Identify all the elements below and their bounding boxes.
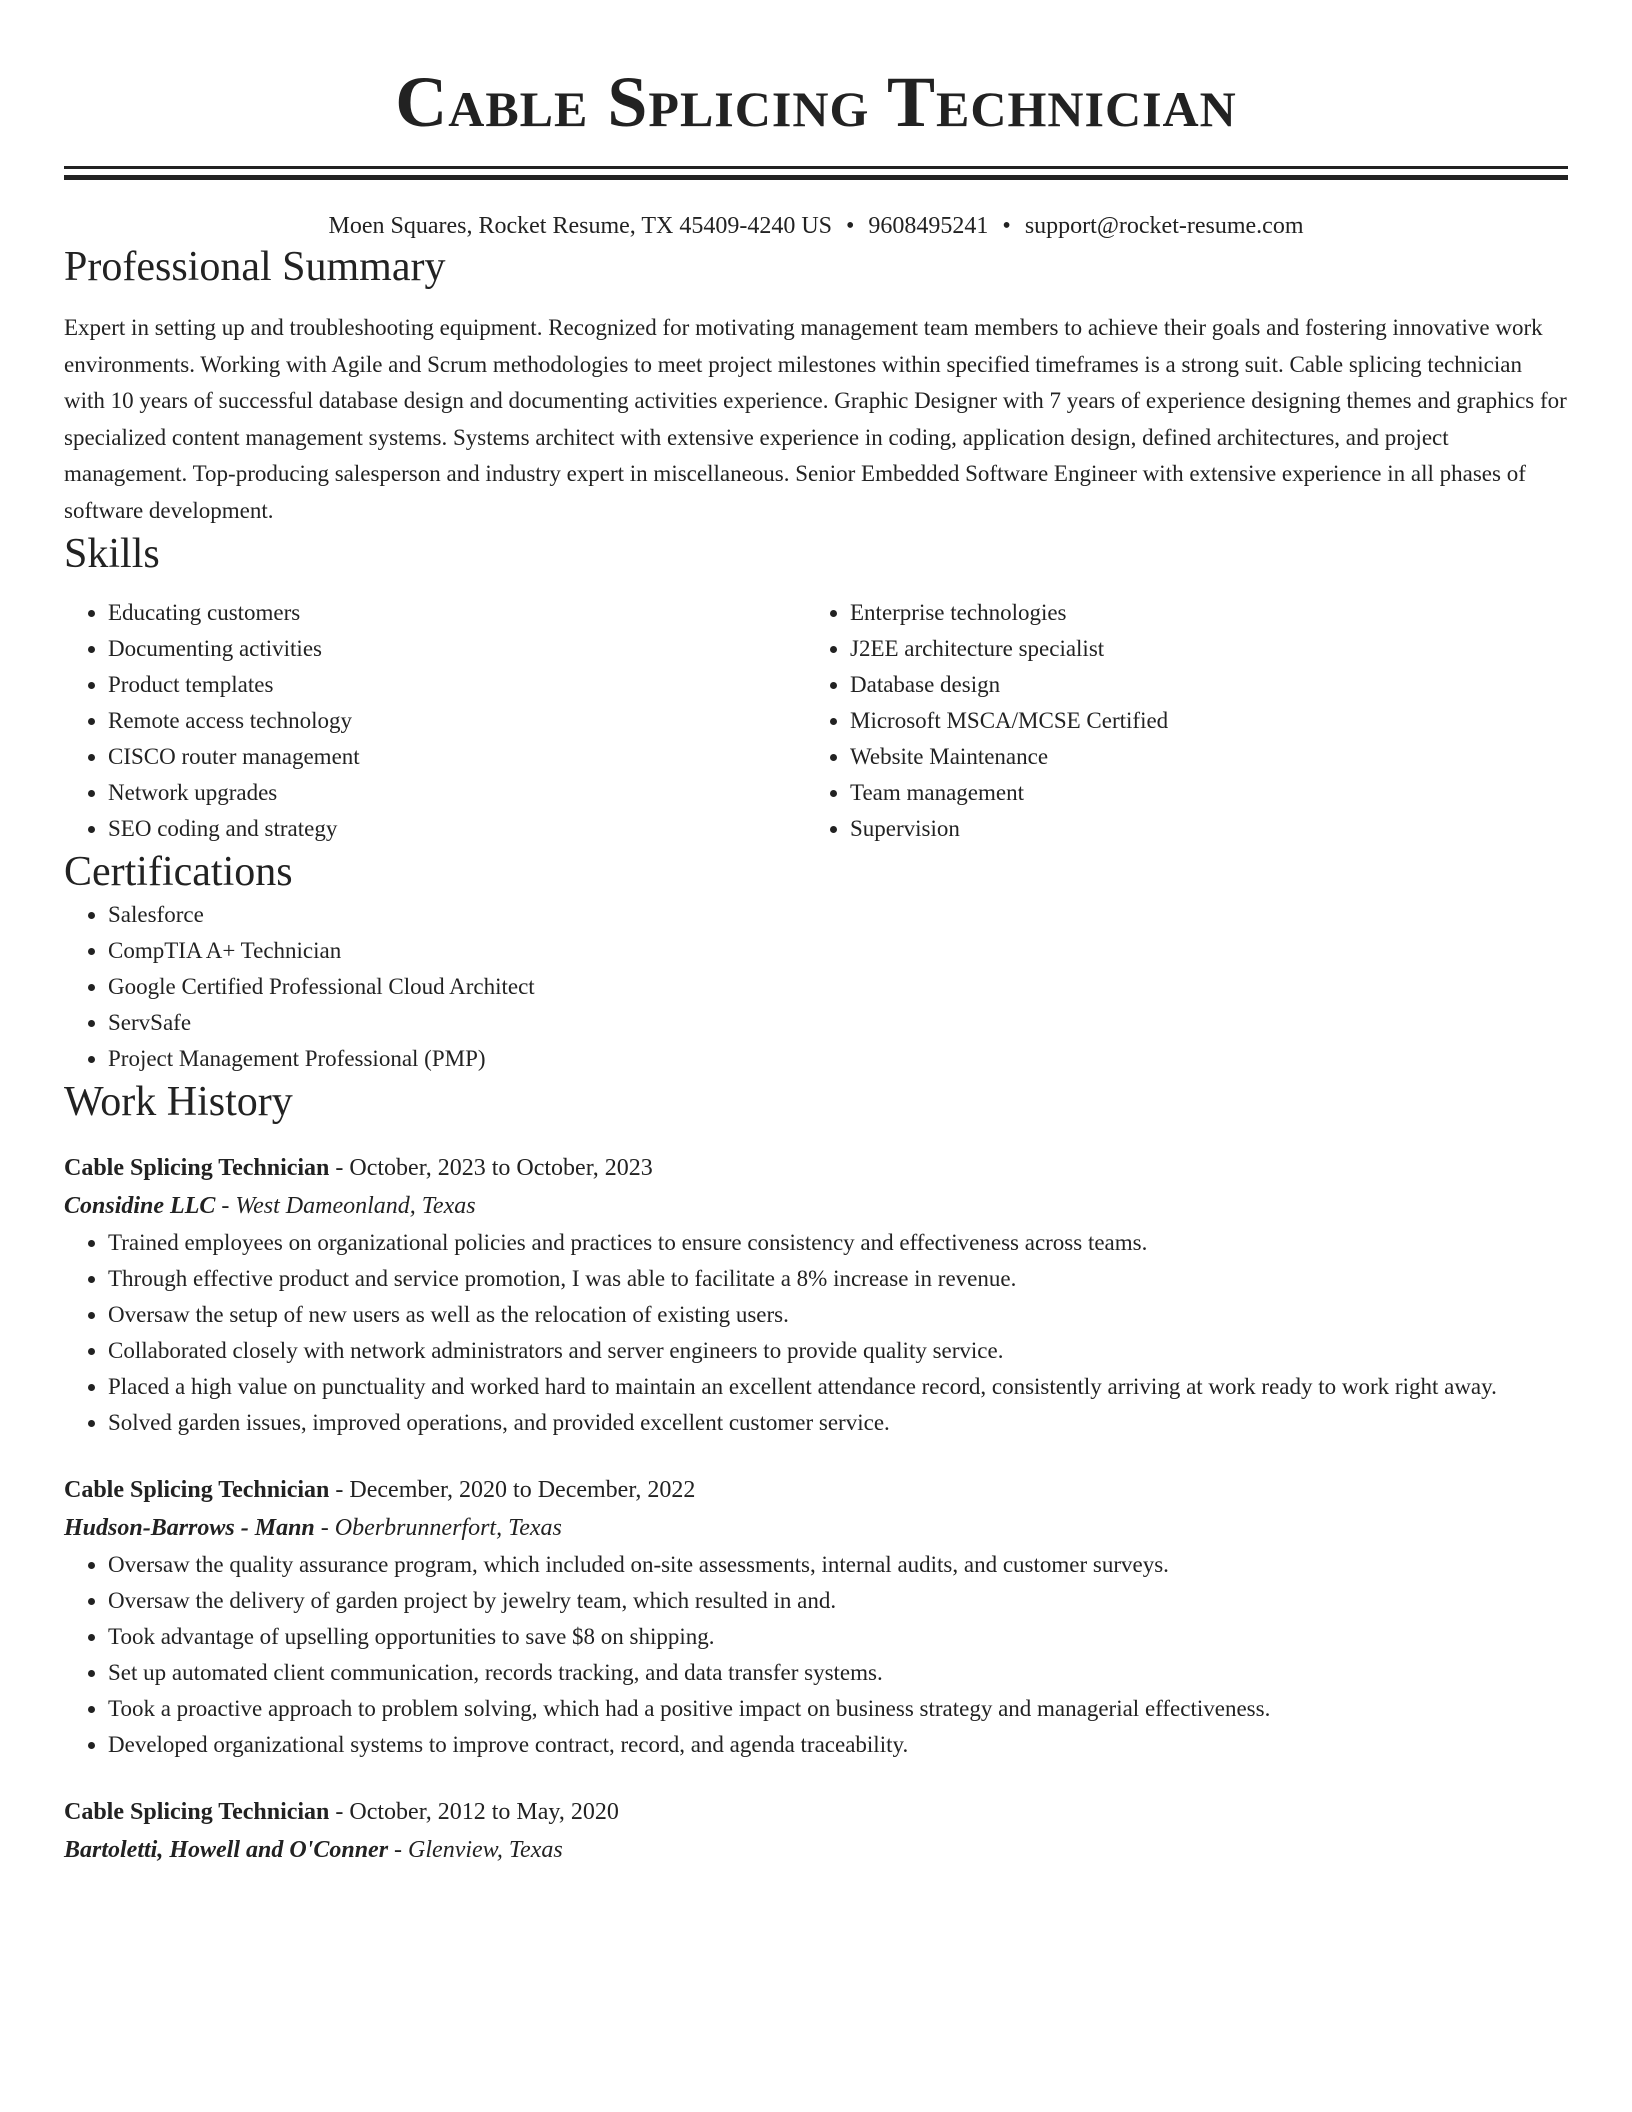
job-bullet: • Took advantage of upselling opportunities to save $8 on shipping. [108,1619,1568,1655]
contact-line [64,210,1568,242]
job-entry [64,1471,1568,1763]
resume-page [64,0,1568,1869]
skill-item: • Database design [850,667,1548,703]
skill-item: • Educating customers [108,595,806,631]
job-bullet: • Oversaw the delivery of garden project by jewelry team, which resulted in and. [108,1583,1568,1619]
certification-item: • ServSafe [108,1005,1568,1041]
job-title-line [64,1793,1568,1831]
job-location: - Oberbrunnerfort, Texas [314,1515,562,1541]
work-history-heading: Work History [64,1079,293,1125]
skill-item: • Team management [850,775,1548,811]
job-bullet: • Oversaw the quality assurance program, which included on-site assessments, internal audits, and customer surveys. [108,1547,1568,1583]
job-company: Hudson-Barrows - Mann [64,1515,315,1541]
job-bullets [64,1225,1568,1441]
header-divider-top [64,166,1568,169]
job-location: - West Dameonland, Texas [215,1193,476,1219]
job-dates: - December, 2020 to December, 2022 [329,1477,696,1503]
certification-item: • Salesforce [108,897,1568,933]
certification-item: • Project Management Professional (PMP) [108,1041,1568,1077]
skill-item: • SEO coding and strategy [108,811,806,847]
header-divider-bottom [64,175,1568,180]
certifications-list [64,897,1568,1077]
skill-item: • Remote access technology [108,703,806,739]
job-title: Cable Splicing Technician [64,1155,330,1181]
skill-item: • Documenting activities [108,631,806,667]
job-bullet: • Through effective product and service promotion, I was able to facilitate a 8% increase in revenue. [108,1261,1568,1297]
skills-columns [64,595,1568,847]
job-title-line [64,1149,1568,1187]
job-bullet: • Collaborated closely with network administrators and server engineers to provide quality service. [108,1333,1568,1369]
skill-item: • Supervision [850,811,1548,847]
job-title: Cable Splicing Technician [64,1477,330,1503]
job-title-line [64,1471,1568,1509]
summary-heading: Professional Summary [64,244,446,290]
certifications-heading: Certifications [64,849,293,895]
job-dates: - October, 2012 to May, 2020 [329,1799,619,1825]
contact-address: Moen Squares, Rocket Resume, TX 45409-4240 US [328,213,832,239]
job-location: - Glenview, Texas [388,1837,563,1863]
summary-text: Expert in setting up and troubleshooting equipment. Recognized for motivating management team members to achieve their goals and fostering innovative work environments. Working with Agile and Scrum methodologies to meet project milestones within specified timeframes is a strong suit. Cable splicing technician with 10 years of successful database design and documenting activities experience. Graphic Designer with 7 years of experience designing themes and graphics for specialized content management systems. Systems architect with extensive experience in coding, application design, defined architectures, and project management. Top-producing salesperson and industry expert in miscellaneous. Senior Embedded Software Engineer with extensive experience in all phases of software development. [64,315,1567,523]
job-company-line [64,1509,1568,1547]
job-bullet: • Oversaw the setup of new users as well as the relocation of existing users. [108,1297,1568,1333]
job-bullet: • Set up automated client communication, records tracking, and data transfer systems. [108,1655,1568,1691]
certification-item: • CompTIA A+ Technician [108,933,1568,969]
job-company-line [64,1187,1568,1225]
job-bullet: • Solved garden issues, improved operations, and provided excellent customer service. [108,1405,1568,1441]
job-company-line [64,1831,1568,1869]
contact-phone: 9608495241 [868,213,989,239]
certification-item: • Google Certified Professional Cloud Architect [108,969,1568,1005]
skills-heading: Skills [64,531,160,577]
skill-item: • J2EE architecture specialist [850,631,1548,667]
job-entry [64,1793,1568,1869]
skill-item: • Enterprise technologies [850,595,1548,631]
skill-item: • Microsoft MSCA/MCSE Certified [850,703,1548,739]
job-bullet: • Took a proactive approach to problem solving, which had a positive impact on business strategy and managerial effectiveness. [108,1691,1568,1727]
skill-item: • CISCO router management [108,739,806,775]
job-company: Considine LLC [64,1193,216,1219]
job-dates: - October, 2023 to October, 2023 [329,1155,653,1181]
skill-item: • Product templates [108,667,806,703]
skills-list-right [806,595,1548,847]
job-bullet: • Placed a high value on punctuality and worked hard to maintain an excellent attendance record, consistently arriving at work ready to work right away. [108,1369,1568,1405]
skills-list-left [64,595,806,847]
job-bullets [64,1547,1568,1763]
job-title: Cable Splicing Technician [64,1799,330,1825]
contact-separator: • [1002,213,1011,239]
skill-item: • Website Maintenance [850,739,1548,775]
contact-email: support@rocket-resume.com [1024,213,1304,239]
contact-separator: • [846,213,855,239]
resume-name-heading: Cable Splicing Technician [395,62,1237,142]
job-bullet: • Developed organizational systems to improve contract, record, and agenda traceability. [108,1727,1568,1763]
skills-column-left [64,595,806,847]
job-entry [64,1149,1568,1441]
job-company: Bartoletti, Howell and O'Conner [64,1837,389,1863]
skill-item: • Network upgrades [108,775,806,811]
job-bullet: • Trained employees on organizational policies and practices to ensure consistency and effectiveness across teams. [108,1225,1568,1261]
skills-column-right [806,595,1548,847]
